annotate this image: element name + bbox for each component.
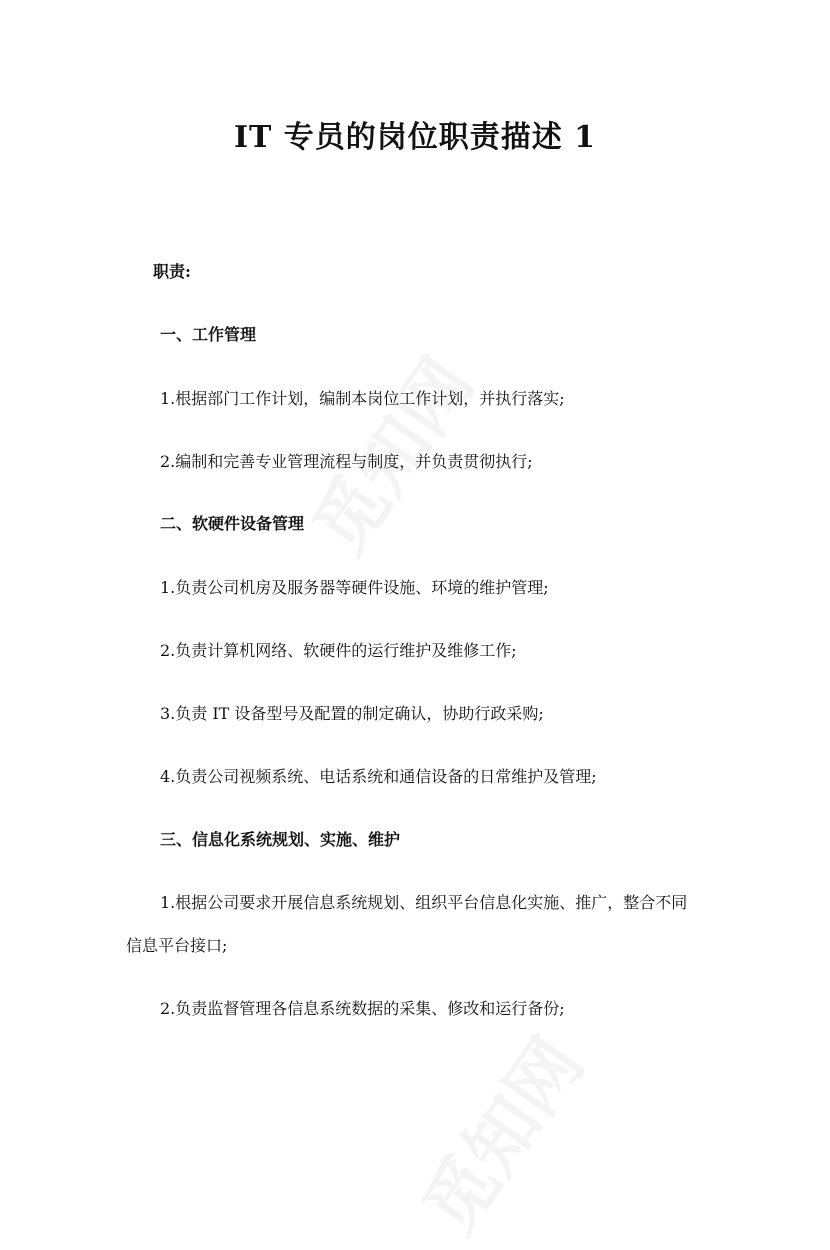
- list-item: 1.负责公司机房及服务器等硬件设施、环境的维护管理;: [160, 578, 549, 597]
- list-item: 2.编制和完善专业管理流程与制度，并负责贯彻执行;: [160, 452, 533, 471]
- list-item: 2.负责计算机网络、软硬件的运行维护及维修工作;: [160, 641, 517, 660]
- list-item: 2.负责监督管理各信息系统数据的采集、修改和运行备份;: [160, 999, 565, 1018]
- list-item: 3.负责 IT 设备型号及配置的制定确认，协助行政采购;: [160, 704, 544, 723]
- list-item-continuation: 信息平台接口;: [126, 936, 228, 955]
- section-heading: 一、工作管理: [160, 325, 257, 344]
- section-heading: 三、信息化系统规划、实施、维护: [160, 830, 401, 849]
- section-label: 职责:: [153, 262, 191, 281]
- page-title: IT 专员的岗位职责描述 1: [233, 120, 597, 155]
- watermark: [393, 1014, 602, 1250]
- list-item: 1.根据公司要求开展信息系统规划、组织平台信息化实施、推广，整合不同: [160, 893, 688, 912]
- list-item: 4.负责公司视频系统、电话系统和通信设备的日常维护及管理;: [160, 767, 597, 786]
- list-item: 1.根据部门工作计划，编制本岗位工作计划，并执行落实;: [160, 389, 565, 408]
- section-heading: 二、软硬件设备管理: [160, 514, 305, 533]
